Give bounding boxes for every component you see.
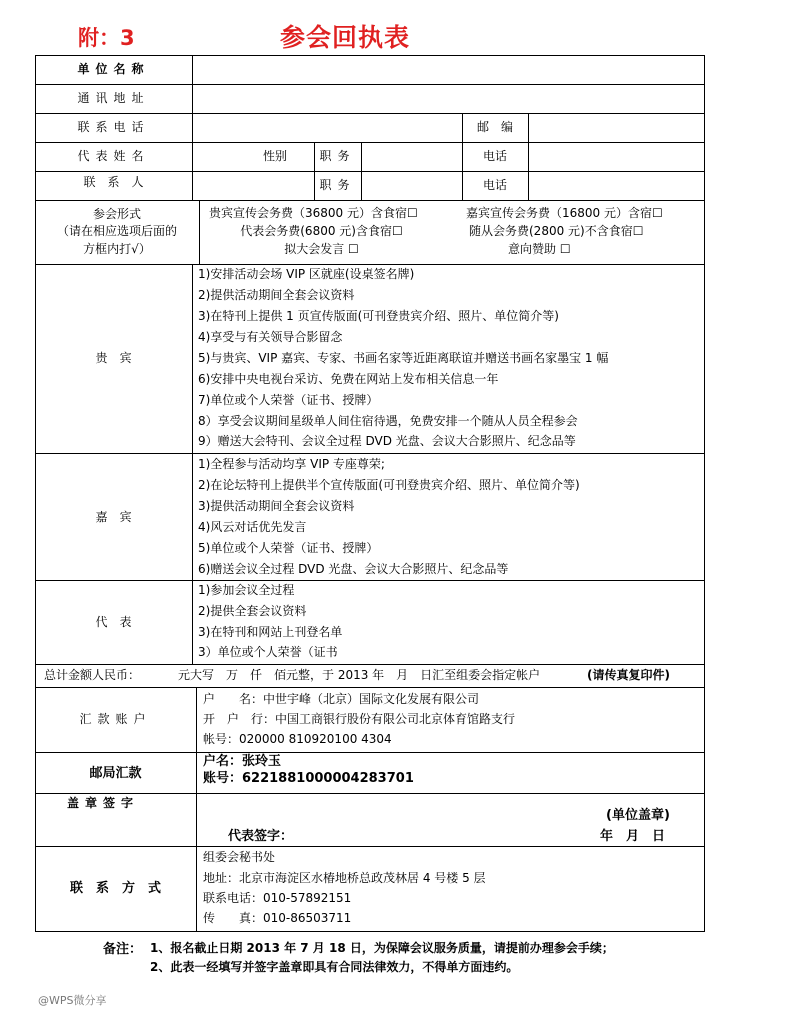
rep-name-label: 代表姓名 — [77, 149, 150, 163]
post-name: 户名：张玲玉 — [203, 754, 282, 769]
notes-label: 备注： — [103, 942, 143, 957]
option-guest-fee[interactable]: 嘉宾宣传会务费（16800 元）含宿☐ — [466, 206, 663, 220]
list-item: 6)赠送会议全过程 DVD 光盘、会议大合影照片、纪念品等 — [198, 562, 509, 576]
org-name-label: 单位名称 — [77, 62, 150, 76]
list-item: 6)安排中央电视台采访、免费在网站上发布相关信息一年 — [198, 372, 499, 386]
contact-person-label: 联 系 人 — [83, 175, 144, 189]
notes-line-2: 2、此表一经填写并签字盖章即具有合同法律效力，不得单方面违约。 — [150, 960, 519, 974]
participation-label: 参会形式 — [92, 207, 141, 221]
bank-account-number: 帐号：020000 810920100 4304 — [203, 732, 392, 746]
list-item: 2)提供全套会议资料 — [198, 604, 307, 618]
list-item: 8）享受会议期间星级单人间住宿待遇，免费安排一个随从人员全程参会 — [198, 414, 578, 428]
list-item: 3）单位或个人荣誉（证书 — [198, 645, 338, 659]
tel-label: 电话 — [482, 149, 507, 163]
notes-line-1: 1、报名截止日期 2013 年 7 月 18 日，为保障会议服务质量，请提前办理参会手续； — [150, 941, 614, 955]
list-item: 3)在特刊和网站上刊登名单 — [198, 625, 343, 639]
list-item: 4)享受与有关领导合影留念 — [198, 330, 343, 344]
list-item: 3)在特刊上提供 1 页宣传版面(可刊登贵宾介绍、照片、单位简介等) — [198, 309, 559, 323]
option-sponsor[interactable]: 意向赞助 ☐ — [508, 242, 571, 256]
sign-date: 年 月 日 — [600, 829, 666, 844]
bank-account-name: 户 名：中世宇峰（北京）国际文化发展有限公司 — [203, 692, 480, 706]
option-vip-fee[interactable]: 贵宾宣传会务费（36800 元）含食宿☐ — [209, 206, 418, 220]
total-label: 总计金额人民币： — [44, 668, 141, 682]
list-item: 1)全程参与活动均享 VIP 专座尊荣; — [198, 457, 385, 471]
postcode-label: 邮 编 — [476, 120, 513, 134]
phone-label: 联系电话 — [77, 120, 150, 134]
participation-hint: （请在相应选项后面的 — [56, 224, 177, 238]
contact-label: 联 系 方 式 — [69, 881, 161, 896]
total-text: 元大写 万 仟 佰元整，于 2013 年 月 日汇至组委会指定帐户 — [178, 668, 541, 682]
tel-label-2: 电话 — [482, 178, 507, 192]
list-item: 9）赠送大会特刊、会议全过程 DVD 光盘、会议大合影照片、纪念品等 — [198, 434, 576, 448]
contact-fax: 传 真：010-86503711 — [203, 911, 352, 925]
position-label-2: 职务 — [319, 178, 356, 192]
option-speech[interactable]: 拟大会发言 ☐ — [284, 242, 359, 256]
list-item: 7)单位或个人荣誉（证书、授牌） — [198, 393, 379, 407]
total-emphasis: (请传真复印件) — [587, 668, 670, 682]
contact-phone: 联系电话：010-57892151 — [203, 891, 352, 905]
attachment-label: 附：3 — [78, 26, 135, 50]
list-item: 5)与贵宾、VIP 嘉宾、专家、书画名家等近距离联谊并赠送书画名家墨宝 1 幅 — [198, 351, 609, 365]
list-item: 2)在论坛特刊上提供半个宣传版面(可刊登贵宾介绍、照片、单位简介等) — [198, 478, 580, 492]
list-item: 4)风云对话优先发言 — [198, 520, 307, 534]
guest-label: 嘉 宾 — [95, 510, 132, 524]
vip-label: 贵 宾 — [95, 351, 132, 365]
rep-signature[interactable]: 代表签字： — [228, 829, 294, 844]
seal-label: 盖章签字 — [67, 796, 140, 810]
post-label: 邮局汇款 — [89, 766, 142, 781]
wps-watermark: @WPS微分享 — [38, 994, 107, 1007]
bank-name: 开 户 行：中国工商银行股份有限公司北京体育馆路支行 — [203, 712, 516, 726]
list-item: 1)参加会议全过程 — [198, 583, 295, 597]
gender-label: 性别 — [263, 149, 288, 163]
contact-address: 地址：北京市海淀区水椿地桥总政茂林居 4 号楼 5 层 — [203, 871, 486, 885]
list-item: 5)单位或个人荣誉（证书、授牌） — [198, 541, 379, 555]
delegate-label: 代 表 — [95, 615, 132, 629]
list-item: 3)提供活动期间全套会议资料 — [198, 499, 355, 513]
bank-label: 汇款账户 — [79, 712, 152, 726]
contact-office: 组委会秘书处 — [203, 850, 276, 864]
post-account: 账号：6221881000004283701 — [203, 771, 414, 786]
page-title: 参会回执表 — [280, 23, 411, 52]
option-delegate-fee[interactable]: 代表会务费(6800 元)含食宿☐ — [240, 224, 403, 238]
unit-seal: (单位盖章) — [606, 808, 670, 823]
participation-hint-2: 方框内打√） — [83, 242, 151, 256]
position-label: 职务 — [319, 149, 356, 163]
list-item: 1)安排活动会场 VIP 区就座(设桌签名牌) — [198, 267, 415, 281]
option-attendant-fee[interactable]: 随从会务费(2800 元)不含食宿☐ — [469, 224, 644, 238]
address-label: 通讯地址 — [77, 91, 150, 105]
list-item: 2)提供活动期间全套会议资料 — [198, 288, 355, 302]
